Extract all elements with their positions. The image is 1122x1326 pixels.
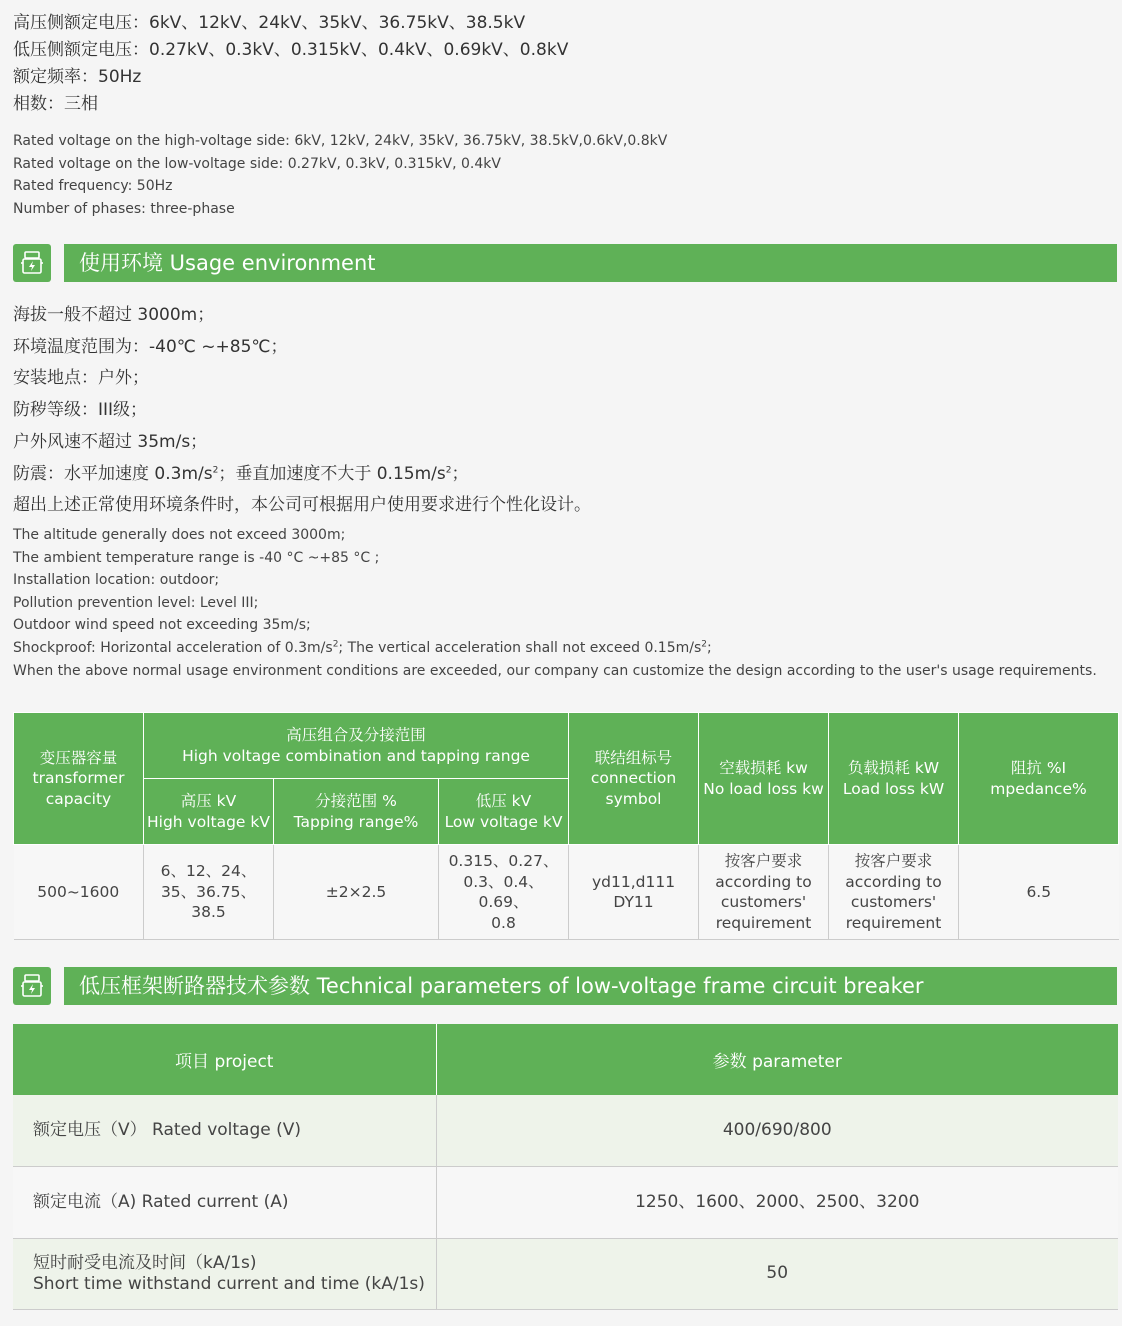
lv-rated-voltage-en: Rated voltage on the low-voltage side: 0.27kV, 0.3kV, 0.315kV, 0.4kV bbox=[13, 155, 501, 172]
cell-no-load-loss: 按客户要求 according to customers' requirement bbox=[699, 845, 829, 940]
transformer-icon bbox=[13, 244, 51, 282]
wind-speed-en: Outdoor wind speed not exceeding 35m/s; bbox=[13, 617, 311, 634]
header-impedance: 阻抗 %I mpedance% bbox=[959, 713, 1119, 845]
installation-en: Installation location: outdoor; bbox=[13, 572, 220, 589]
phases-zh: 相数：三相 bbox=[13, 94, 98, 114]
temperature-zh: 环境温度范围为：-40℃ ~+85℃； bbox=[13, 336, 288, 357]
breaker-parameter-table bbox=[13, 1024, 1118, 1310]
header-low-voltage: 低压 kV Low voltage kV bbox=[439, 779, 569, 845]
section-header-breaker-parameters bbox=[13, 967, 1117, 1005]
altitude-en: The altitude generally does not exceed 3000m; bbox=[13, 527, 346, 543]
shockproof-zh: 防震：水平加速度 $0.3m/s^2$；垂直加速度不大于 $0.15m/s^2$； bbox=[13, 463, 469, 484]
row-label-rated-current: 额定电流（A) Rated current (A) bbox=[13, 1167, 436, 1239]
header-capacity: 变压器容量 transformer capacity bbox=[14, 713, 144, 845]
header-project: 项目 project bbox=[13, 1024, 436, 1095]
cell-impedance: 6.5 bbox=[959, 845, 1119, 940]
ratings-en bbox=[13, 130, 667, 220]
customization-note-en: When the above normal usage environment conditions are exceeded, our company can customize the design according to the user's usage requirements. bbox=[13, 662, 1097, 679]
table-row bbox=[13, 1167, 1118, 1239]
header-hv-combination: 高压组合及分接范围 High voltage combination and tapping range bbox=[144, 713, 569, 779]
cell-capacity: 500~1600 bbox=[14, 845, 144, 940]
cell-high-voltage: 6、12、24、 35、36.75、 38.5 bbox=[144, 845, 274, 940]
pollution-level-zh: 防秽等级：III级； bbox=[13, 400, 148, 421]
table-row bbox=[13, 1238, 1118, 1310]
section-title: 低压框架断路器技术参数 Technical parameters of low-voltage frame circuit breaker bbox=[64, 967, 1117, 1005]
table-row bbox=[14, 845, 1119, 940]
row-value-short-time-current: 50 bbox=[436, 1238, 1118, 1310]
table-row bbox=[13, 1095, 1118, 1167]
transformer-icon bbox=[13, 967, 51, 1005]
transformer-spec-table bbox=[13, 712, 1119, 940]
cell-connection-symbol: yd11,d111 DY11 bbox=[569, 845, 699, 940]
rated-frequency-zh: 额定频率：50Hz bbox=[13, 67, 142, 87]
row-label-rated-voltage: 额定电压（V） Rated voltage (V) bbox=[13, 1095, 436, 1167]
usage-environment-zh bbox=[13, 300, 591, 522]
installation-zh: 安装地点：户外； bbox=[13, 368, 149, 389]
rated-frequency-en: Rated frequency: 50Hz bbox=[13, 178, 173, 194]
hv-rated-voltage-en: Rated voltage on the high-voltage side: 6kV, 12kV, 24kV, 35kV, 36.75kV, 38.5kV,0.6kV,0.8kV bbox=[13, 133, 668, 149]
header-high-voltage: 高压 kV High voltage kV bbox=[144, 779, 274, 845]
row-label-short-time-current: 短时耐受电流及时间（kA/1s) Short time withstand current and time (kA/1s) bbox=[13, 1238, 436, 1310]
phases-en: Number of phases: three-phase bbox=[13, 200, 235, 217]
header-tapping-range: 分接范围 % Tapping range% bbox=[274, 779, 439, 845]
cell-load-loss: 按客户要求 according to customers' requirement bbox=[829, 845, 959, 940]
cell-low-voltage: 0.315、0.27、 0.3、0.4、0.69、 0.8 bbox=[439, 845, 569, 940]
section-title: 使用环境 Usage environment bbox=[64, 244, 1117, 282]
ratings-zh bbox=[13, 10, 568, 118]
usage-environment-en bbox=[13, 524, 1097, 682]
header-connection-symbol: 联结组标号 connection symbol bbox=[569, 713, 699, 845]
wind-speed-zh: 户外风速不超过 35m/s； bbox=[13, 431, 208, 452]
header-no-load-loss: 空载损耗 kw No load loss kw bbox=[699, 713, 829, 845]
row-value-rated-current: 1250、1600、2000、2500、3200 bbox=[436, 1167, 1118, 1239]
customization-note-zh: 超出上述正常使用环境条件时，本公司可根据用户使用要求进行个性化设计。 bbox=[13, 495, 591, 516]
pollution-level-en: Pollution prevention level: Level III; bbox=[13, 594, 259, 611]
temperature-en: The ambient temperature range is -40 °C ~+85 °C ; bbox=[13, 549, 380, 566]
altitude-zh: 海拔一般不超过 3000m； bbox=[13, 305, 215, 325]
header-load-loss: 负载损耗 kW Load loss kW bbox=[829, 713, 959, 845]
cell-tapping-range: ±2×2.5 bbox=[274, 845, 439, 940]
section-header-usage-environment bbox=[13, 244, 1117, 282]
hv-rated-voltage-zh: 高压侧额定电压：6kV、12kV、24kV、35kV、36.75kV、38.5kV bbox=[13, 13, 526, 33]
shockproof-en: Shockproof: Horizontal acceleration of $0.3m/s^2$; The vertical acceleration shall not exceed $0.15m/s^2$; bbox=[13, 639, 712, 656]
lv-rated-voltage-zh: 低压侧额定电压：0.27kV、0.3kV、0.315kV、0.4kV、0.69kV、0.8kV bbox=[13, 40, 569, 60]
row-value-rated-voltage: 400/690/800 bbox=[436, 1095, 1118, 1167]
header-parameter: 参数 parameter bbox=[436, 1024, 1118, 1095]
